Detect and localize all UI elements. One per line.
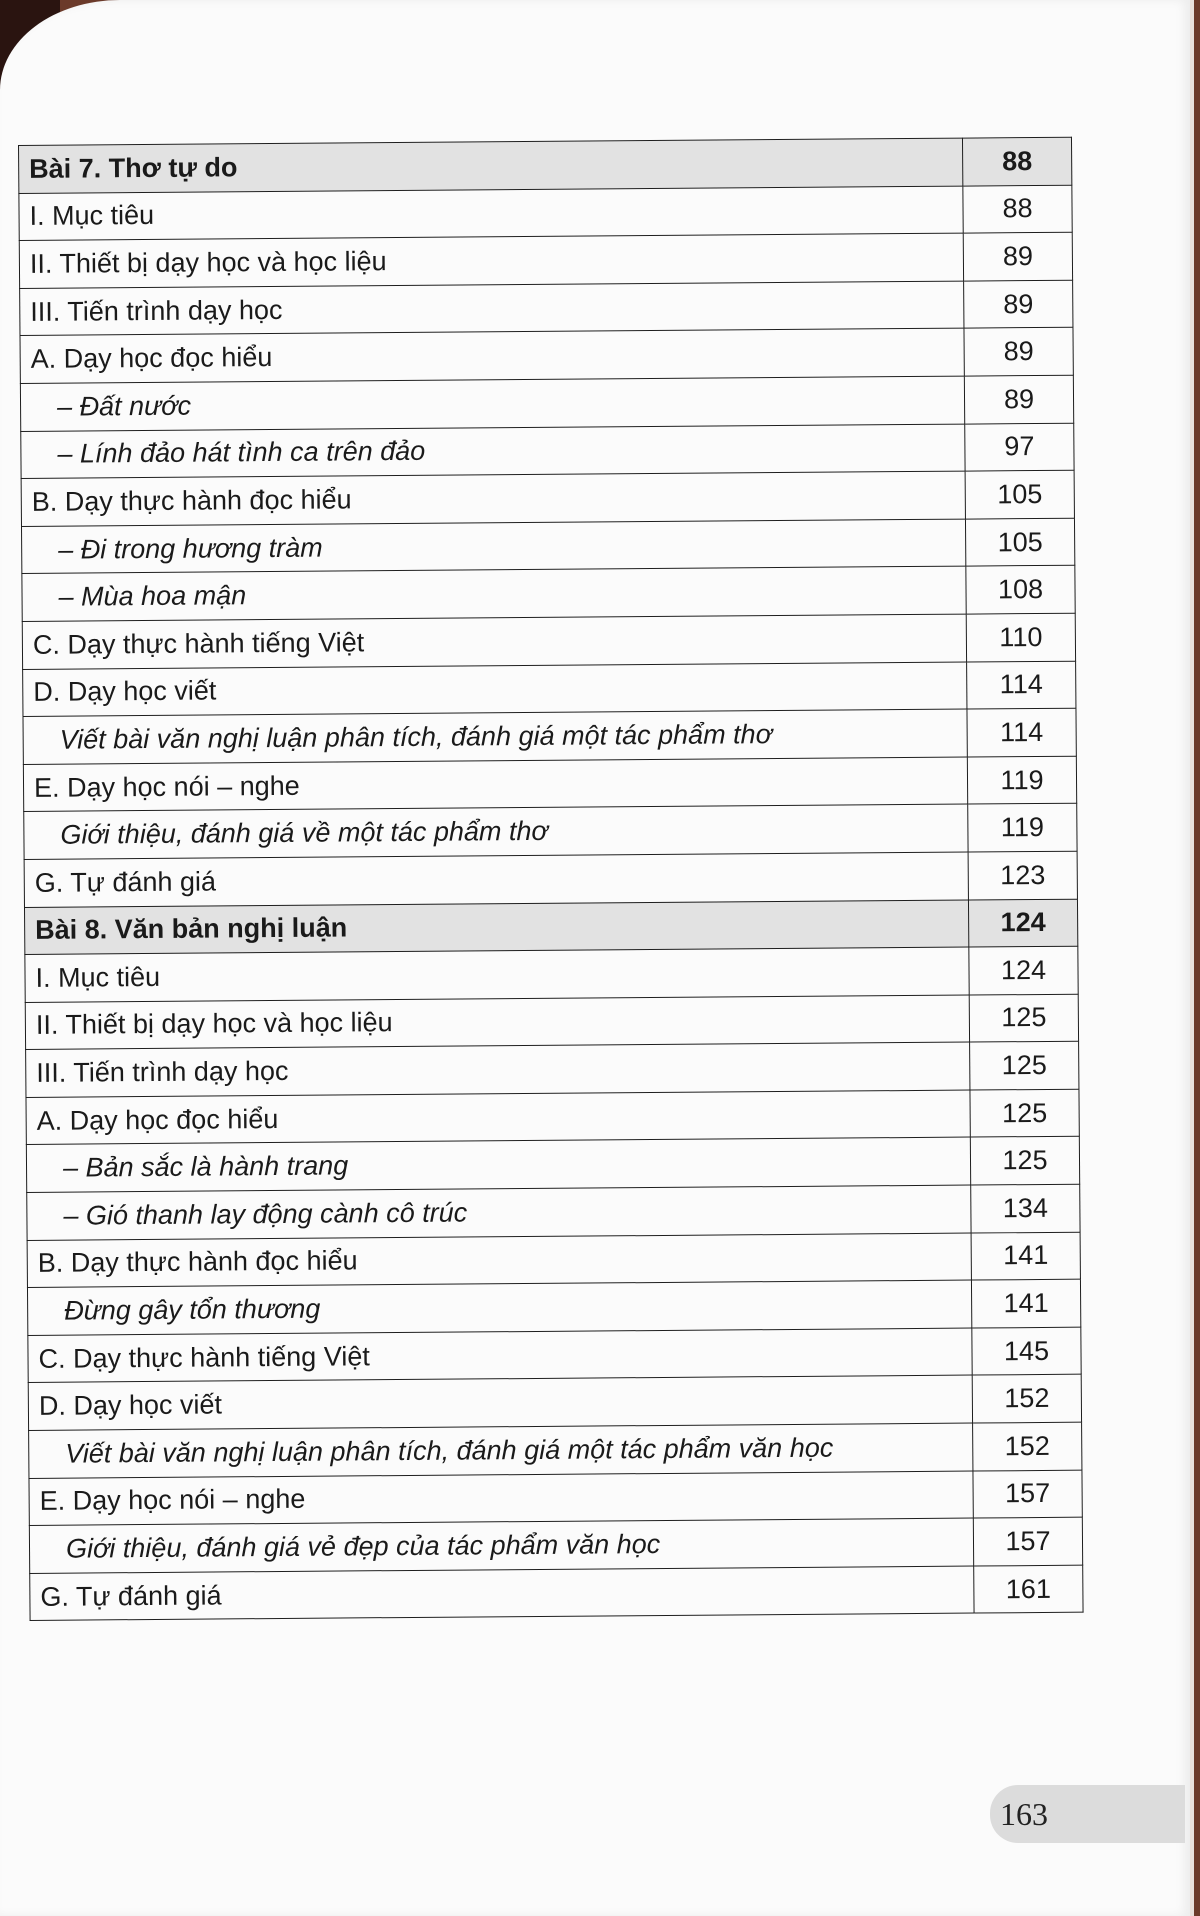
toc-entry-page: 89	[964, 375, 1073, 423]
toc-row	[30, 1565, 1083, 1621]
toc-entry-page: 88	[963, 185, 1072, 233]
toc-entry-page: 152	[972, 1375, 1081, 1423]
toc-entry-page: 89	[964, 280, 1073, 328]
page-number: 163	[990, 1785, 1185, 1843]
toc-entry-title: C. Dạy thực hành tiếng Việt	[22, 614, 966, 669]
table-of-contents	[18, 137, 1084, 1622]
toc-entry-page: 89	[963, 232, 1072, 280]
toc-row	[25, 994, 1078, 1050]
toc-entry-page: 105	[965, 470, 1074, 518]
toc-entry-page: 145	[972, 1327, 1081, 1375]
toc-row	[23, 708, 1076, 764]
toc-entry-title: III. Tiến trình dạy học	[20, 281, 964, 336]
toc-entry-title: – Đi trong hương tràm	[21, 519, 965, 574]
toc-row	[29, 1422, 1082, 1478]
toc-row	[24, 804, 1077, 860]
toc-entry-title: E. Dạy học nói – nghe	[29, 1471, 973, 1526]
toc-entry-page: 134	[971, 1184, 1080, 1232]
toc-entry-title: – Lính đảo hát tình ca trên đảo	[21, 424, 965, 479]
toc-entry-page: 161	[974, 1565, 1083, 1613]
toc-entry-page: 108	[966, 566, 1075, 614]
toc-row	[21, 518, 1074, 574]
toc-row	[28, 1375, 1081, 1431]
toc-row	[29, 1517, 1082, 1573]
toc-entry-page: 157	[973, 1470, 1082, 1518]
toc-entry-title: C. Dạy thực hành tiếng Việt	[28, 1328, 972, 1383]
toc-entry-title: G. Tự đánh giá	[30, 1566, 974, 1621]
toc-entry-page: 141	[971, 1279, 1080, 1327]
toc-entry-page: 119	[967, 756, 1076, 804]
toc-chapter-row	[19, 137, 1072, 193]
toc-entry-title: D. Dạy học viết	[28, 1375, 972, 1430]
toc-entry-page: 119	[968, 804, 1077, 852]
toc-row	[27, 1279, 1080, 1335]
toc-row	[23, 661, 1076, 717]
toc-entry-title: D. Dạy học viết	[23, 662, 967, 717]
toc-entry-title: Bài 7. Thơ tự do	[19, 138, 963, 193]
toc-entry-page: 123	[968, 851, 1077, 899]
toc-row	[22, 566, 1075, 622]
toc-entry-title: I. Mục tiêu	[19, 186, 963, 241]
toc-entry-title: A. Dạy học đọc hiểu	[26, 1090, 970, 1145]
toc-entry-page: 152	[973, 1422, 1082, 1470]
toc-row	[20, 328, 1073, 384]
toc-row	[28, 1327, 1081, 1383]
toc-entry-page: 114	[967, 661, 1076, 709]
toc-body	[19, 137, 1084, 1621]
toc-entry-title: B. Dạy thực hành đọc hiểu	[27, 1233, 971, 1288]
toc-entry-title: – Bản sắc là hành trang	[26, 1138, 970, 1193]
toc-entry-page: 124	[969, 946, 1078, 994]
toc-row	[26, 1041, 1079, 1097]
toc-row	[19, 232, 1072, 288]
toc-row	[27, 1232, 1080, 1288]
toc-row	[24, 851, 1077, 907]
toc-entry-title: E. Dạy học nói – nghe	[23, 757, 967, 812]
toc-entry-page: 97	[965, 423, 1074, 471]
toc-entry-page: 114	[967, 708, 1076, 756]
toc-entry-page: 89	[964, 328, 1073, 376]
toc-row	[27, 1184, 1080, 1240]
toc-entry-title: III. Tiến trình dạy học	[26, 1042, 970, 1097]
toc-row	[23, 756, 1076, 812]
toc-entry-title: II. Thiết bị dạy học và học liệu	[19, 233, 963, 288]
toc-entry-title: A. Dạy học đọc hiểu	[20, 328, 964, 383]
toc-entry-page: 105	[965, 518, 1074, 566]
toc-entry-title: Bài 8. Văn bản nghị luận	[24, 900, 968, 955]
toc-entry-page: 141	[971, 1232, 1080, 1280]
toc-entry-title: Giới thiệu, đánh giá vẻ đẹp của tác phẩm văn học	[29, 1518, 973, 1573]
toc-row	[19, 185, 1072, 241]
toc-entry-page: 125	[969, 994, 1078, 1042]
toc-row	[21, 470, 1074, 526]
toc-entry-title: I. Mục tiêu	[25, 947, 969, 1002]
toc-row	[21, 423, 1074, 479]
toc-entry-page: 157	[973, 1517, 1082, 1565]
toc-entry-page: 125	[970, 1089, 1079, 1137]
toc-row	[20, 375, 1073, 431]
toc-entry-title: B. Dạy thực hành đọc hiểu	[21, 471, 965, 526]
toc-row	[20, 280, 1073, 336]
toc-entry-title: – Mùa hoa mận	[22, 566, 966, 621]
toc-entry-title: G. Tự đánh giá	[24, 852, 968, 907]
toc-row	[26, 1137, 1079, 1193]
toc-entry-page: 125	[970, 1137, 1079, 1185]
toc-entry-title: – Gió thanh lay động cành cô trúc	[27, 1185, 971, 1240]
toc-entry-title: Giới thiệu, đánh giá về một tác phẩm thơ	[24, 804, 968, 859]
toc-row	[26, 1089, 1079, 1145]
toc-entry-page: 124	[968, 899, 1077, 947]
toc-entry-title: Đừng gây tổn thương	[27, 1280, 971, 1335]
toc-entry-page: 125	[970, 1041, 1079, 1089]
toc-entry-title: II. Thiết bị dạy học và học liệu	[25, 995, 969, 1050]
toc-row	[29, 1470, 1082, 1526]
toc-entry-title: Viết bài văn nghị luận phân tích, đánh giá một tác phẩm thơ	[23, 709, 967, 764]
toc-row	[22, 613, 1075, 669]
toc-chapter-row	[24, 899, 1077, 955]
toc-entry-title: – Đất nước	[20, 376, 964, 431]
toc-entry-page: 88	[962, 137, 1071, 185]
toc-row	[25, 946, 1078, 1002]
toc-entry-page: 110	[966, 613, 1075, 661]
toc-entry-title: Viết bài văn nghị luận phân tích, đánh giá một tác phẩm văn học	[29, 1423, 973, 1478]
